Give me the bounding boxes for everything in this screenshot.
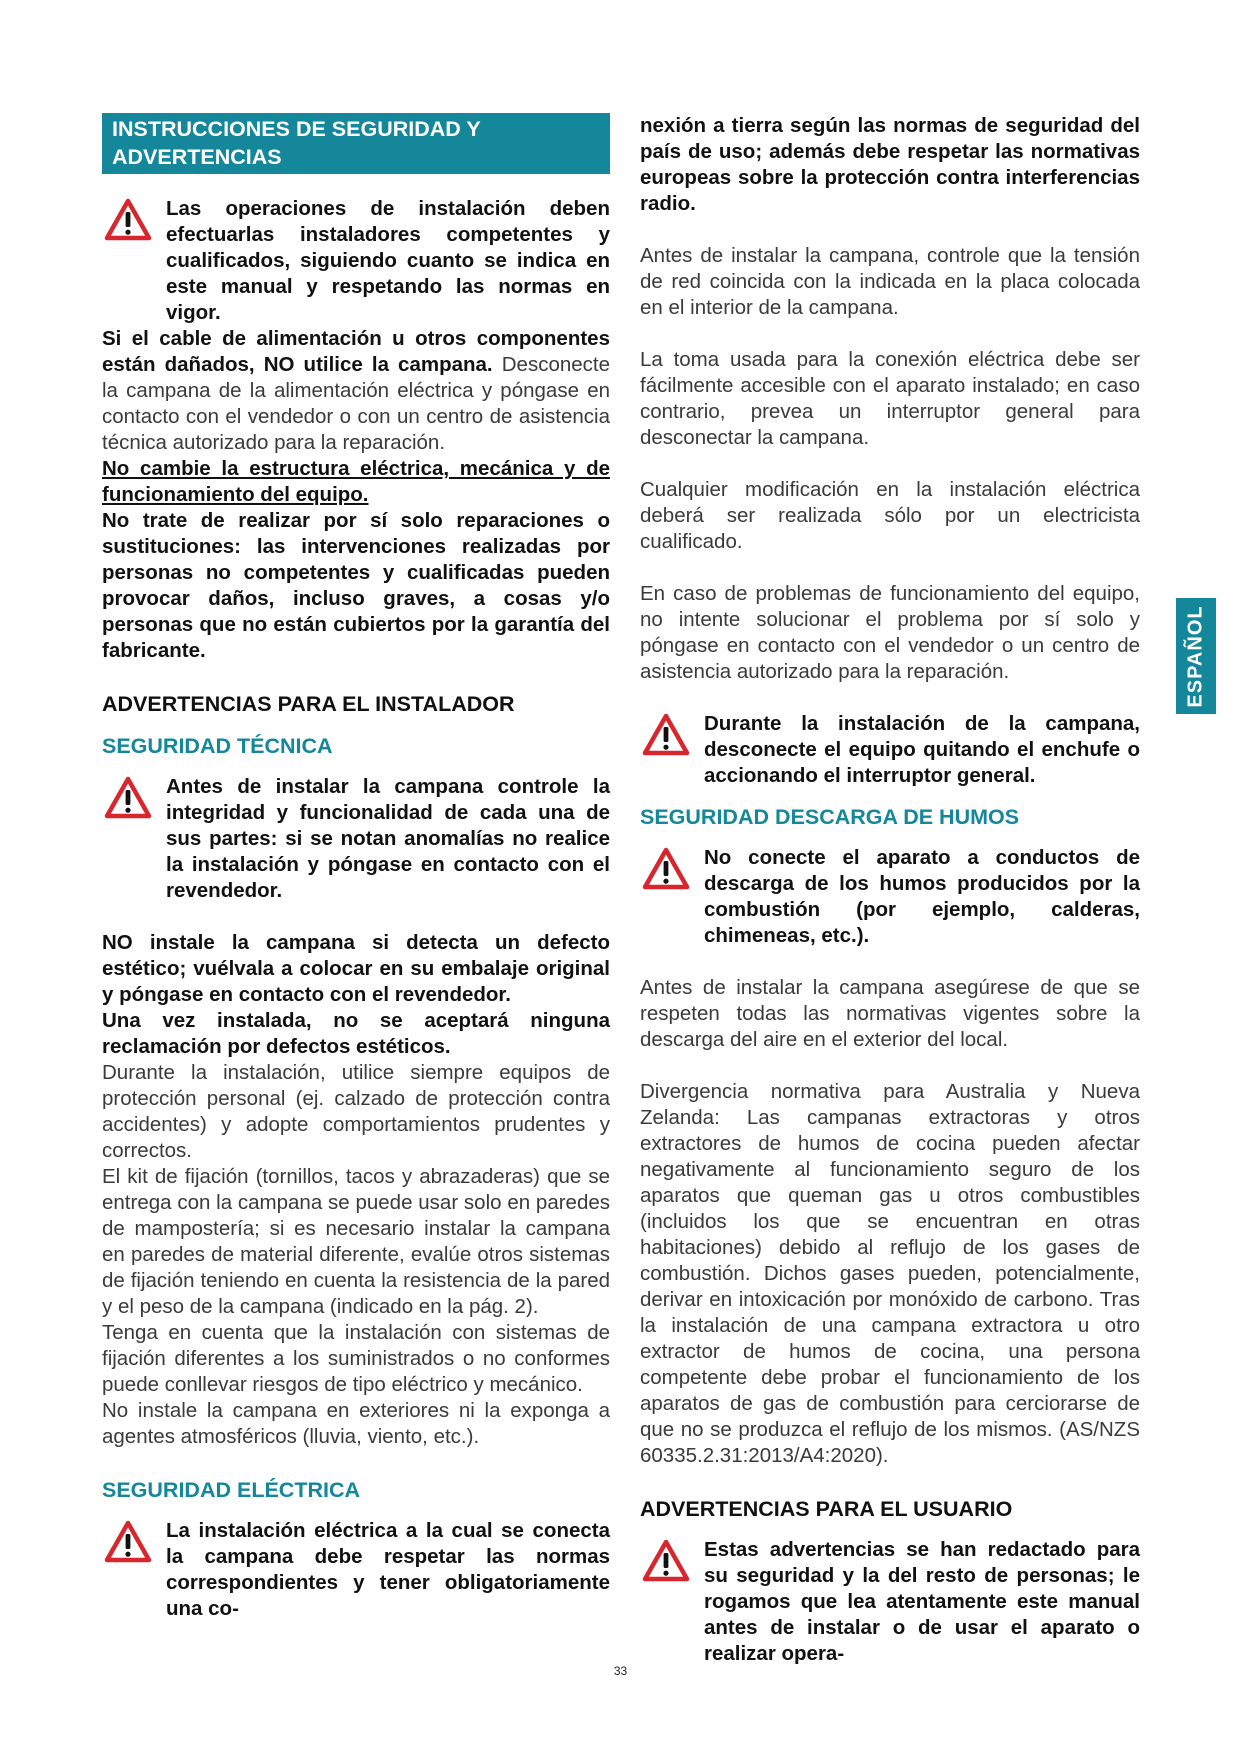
warning-block-installers [102, 196, 610, 326]
left-column [102, 113, 610, 1622]
warning-icon [642, 713, 690, 757]
heading-user-warnings: ADVERTENCIAS PARA EL USUARIO [640, 1497, 1013, 1521]
warning-text: Estas advertencias se han redactado para su seguridad y la del resto de personas; le rogamos que lea atentamente este manual antes de instalar o de usar el aparato o realizar opera- [704, 1538, 1140, 1665]
warning-block-integrity [102, 774, 610, 904]
paragraph: nexión a tierra según las normas de seguridad del país de uso; además debe respetar las normativas europeas sobre la protección contra interferencias radio. [640, 114, 1140, 215]
warning-text: Las operaciones de instalación deben efectuarlas instaladores competentes y cualificados, siguiendo cuanto se indica en este manual y respetando las normas en vigor. [166, 197, 610, 324]
warning-block-disconnect [640, 711, 1140, 789]
warning-icon [104, 1520, 152, 1564]
warning-block-fumes [640, 845, 1140, 949]
underlined-warning: No cambie la estructura eléctrica, mecánica y de funcionamiento del equipo. [102, 457, 610, 506]
warning-icon [104, 776, 152, 820]
paragraph: Tenga en cuenta que la instalación con sistemas de fijación diferentes a los suministrados o no conformes puede conllevar riesgos de tipo eléctrico y mecánico. [102, 1321, 610, 1396]
language-side-tab [1176, 598, 1216, 714]
heading-technical-safety: SEGURIDAD TÉCNICA [102, 734, 333, 758]
warning-icon [104, 198, 152, 242]
paragraph: Una vez instalada, no se aceptará ninguna reclamación por defectos estéticos. [102, 1009, 610, 1058]
section-header-safety: INSTRUCCIONES DE SEGURIDAD Y ADVERTENCIAS [102, 113, 610, 174]
warning-text: No conecte el aparato a conductos de descarga de los humos producidos por la combustión (por ejemplo, calderas, chimeneas, etc.). [704, 846, 1140, 947]
warning-text: Antes de instalar la campana controle la integridad y funcionalidad de cada una de sus partes: si se notan anomalías no realice la instalación y póngase en contacto con el revendedor. [166, 775, 610, 902]
warning-text: Durante la instalación de la campana, desconecte el equipo quitando el enchufe o accionando el interruptor general. [704, 712, 1140, 787]
page-number: 33 [613, 1664, 628, 1678]
warning-icon [642, 1539, 690, 1583]
paragraph: Antes de instalar la campana, controle que la tensión de red coincida con la indicada en la placa colocada en el interior de la campana. [640, 244, 1140, 319]
warning-block-user [640, 1537, 1140, 1667]
warning-block-electrical [102, 1518, 610, 1622]
paragraph: NO instale la campana si detecta un defecto estético; vuélvala a colocar en su embalaje original y póngase en contacto con el revendedor. [102, 931, 610, 1006]
heading-electrical-safety: SEGURIDAD ELÉCTRICA [102, 1478, 361, 1502]
warning-icon [642, 847, 690, 891]
right-column [640, 113, 1140, 1667]
heading-installer-warnings: ADVERTENCIAS PARA EL INSTALADOR [102, 692, 515, 716]
heading-fumes-safety: SEGURIDAD DESCARGA DE HUMOS [640, 805, 1020, 829]
paragraph [102, 326, 610, 456]
paragraph: El kit de fijación (tornillos, tacos y abrazaderas) que se entrega con la campana se puede usar solo en paredes de mampostería; si es necesario instalar la campana en paredes de material diferente, evalúe otros sistemas de fijación teniendo en cuenta la resistencia de la pared y el peso de la campana (indicado en la pág. 2). [102, 1165, 610, 1318]
paragraph: En caso de problemas de funcionamiento del equipo, no intente solucionar el problema por sí solo y póngase en contacto con el vendedor o un centro de asistencia autorizado para la reparación. [640, 582, 1140, 683]
paragraph: Divergencia normativa para Australia y Nueva Zelanda: Las campanas extractoras y otros extractores de humos de cocina pueden afectar negativamente al funcionamiento seguro de los aparatos que queman gas u otros combustibles (incluidos los que se encuentran en otras habitaciones) debido al reflujo de los gases de combustión. Dichos gases pueden, potencialmente, derivar en intoxicación por monóxido de carbono. Tras la instalación de una campana extractora u otro extractor de humos de cocina, una persona competente debe probar el funcionamiento de los aparatos de gas de combustión para cerciorarse de que no se produzca el reflujo de los mismos. (AS/NZS 60335.2.31:2013/A4:2020). [640, 1080, 1140, 1467]
paragraph: No instale la campana en exteriores ni la exponga a agentes atmosféricos (lluvia, viento, etc.). [102, 1399, 610, 1448]
normal-text: Desconecte la campana de la alimentación eléctrica y póngase en contacto con el vendedor o con un centro de asistencia técnica autorizado para la reparación. [102, 353, 610, 454]
language-label: ESPAÑOL [1184, 604, 1207, 708]
warning-text: La instalación eléctrica a la cual se conecta la campana debe respetar las normas correspondientes y tener obligatoriamente una co- [166, 1519, 610, 1620]
paragraph: La toma usada para la conexión eléctrica debe ser fácilmente accesible con el aparato instalado; en caso contrario, prevea un interruptor general para desconectar la campana. [640, 348, 1140, 449]
paragraph: Antes de instalar la campana asegúrese de que se respeten todas las normativas vigentes sobre la descarga del aire en el exterior del local. [640, 976, 1140, 1051]
bold-text: Si el cable de alimentación u otros componentes están dañados, NO utilice la campana. [102, 327, 610, 376]
paragraph: Durante la instalación, utilice siempre equipos de protección personal (ej. calzado de protección contra accidentes) y adopte comportamientos prudentes y correctos. [102, 1061, 610, 1162]
paragraph: Cualquier modificación en la instalación eléctrica deberá ser realizada sólo por un electricista cualificado. [640, 478, 1140, 553]
paragraph: No trate de realizar por sí solo reparaciones o sustituciones: las intervenciones realizadas por personas no competentes y cualificadas pueden provocar daños, incluso graves, a cosas y/o personas que no están cubiertos por la garantía del fabricante. [102, 509, 610, 662]
